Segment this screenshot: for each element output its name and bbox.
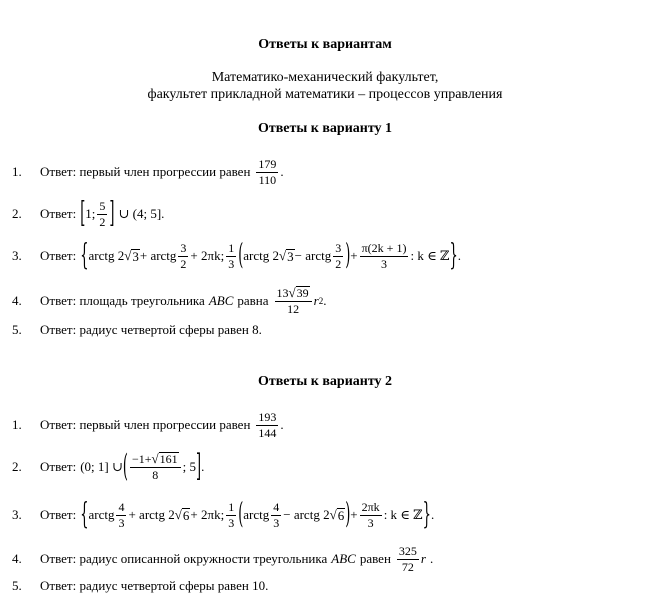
- interval-expression: (0; 1] ∪ ( −1+ √ 161 8 ; 5 ] .: [80, 449, 205, 485]
- page-title: Ответы к вариантам: [258, 37, 392, 52]
- answer-text: Ответ: радиус описанной окружности треугольника: [40, 551, 328, 566]
- answer-text: Ответ:: [40, 206, 77, 221]
- answer-number: 1.: [12, 164, 22, 179]
- fraction: $\frac{325}{72}$: [398, 543, 417, 574]
- v1-answer-4: 4. Ответ: площадь треугольника ABC равна 13 √ 39 12 r 2 .: [12, 285, 327, 316]
- faculty-line-1: Математико-механический факультет,: [211, 70, 439, 85]
- answer-number: 3.: [12, 507, 22, 522]
- answer-text: Ответ:: [40, 507, 77, 522]
- answer-text: Ответ: радиус четвертой сферы равен 8.: [40, 322, 262, 337]
- fraction: $\frac{193}{144}$: [258, 409, 277, 440]
- answer-number: 4.: [12, 551, 22, 566]
- interval-expression: [ 1; $\frac{5}{2}$ ] ∪ (4; 5].: [80, 197, 165, 231]
- answer-number: 4.: [12, 293, 22, 308]
- v1-answer-5: [12, 310, 642, 350]
- faculty-line-2: факультет прикладной математики – процессов управления: [147, 87, 503, 102]
- answer-number: 5.: [12, 578, 22, 593]
- answer-text: Ответ:: [40, 248, 77, 263]
- v2-answer-1: 1. Ответ: первый член прогрессии равен $\frac{193}{144}$ .: [12, 409, 284, 440]
- answer-text: Ответ:: [40, 459, 77, 474]
- answer-number: 1.: [12, 417, 22, 432]
- v2-answer-5: [12, 566, 642, 606]
- v1-answer-3: [12, 236, 642, 276]
- answer-text: Ответ: площадь треугольника: [40, 293, 205, 308]
- v2-answer-3: [12, 495, 642, 535]
- answer-number: 2.: [12, 459, 22, 474]
- fraction: 13 √ 39 12: [275, 286, 312, 316]
- variant-1-title: Ответы к варианту 1: [257, 121, 393, 136]
- fraction: $\frac{179}{110}$: [258, 156, 277, 187]
- v1-answer-1: 1. Ответ: первый член прогрессии равен $\frac{179}{110}$ .: [12, 156, 284, 187]
- answer-text: Ответ: первый член прогрессии равен: [40, 164, 251, 179]
- answer-number: 3.: [12, 248, 22, 263]
- solution-set-expression: { arctg $\frac{4}{3}$ + arctg 2 √ 6 + 2πk; $\frac{1}{3}$ ( arctg $\frac{4}{3}$ − arctg 2 √ 6 ) + $\frac{2\pi k}{3}$ : k ∈ ℤ } .: [80, 497, 435, 533]
- answer-number: 2.: [12, 206, 22, 221]
- v1-answer-2: [12, 194, 642, 234]
- v2-answer-4: 4. Ответ: радиус описанной окружности треугольника ABC равен $\frac{325}{72}$ r .: [12, 543, 434, 574]
- v2-answer-2: [12, 447, 642, 487]
- answer-text: Ответ: радиус четвертой сферы равен 10.: [40, 578, 269, 593]
- answer-number: 5.: [12, 322, 22, 337]
- answer-text: Ответ: первый член прогрессии равен: [40, 417, 251, 432]
- variant-2-title: Ответы к варианту 2: [257, 374, 393, 389]
- solution-set-expression: { arctg 2 √ 3 + arctg $\frac{3}{2}$ + 2πk; $\frac{1}{3}$ ( arctg 2 √ 3 − arctg $\frac{3}{2}$ ) + $\frac{\pi(2k + 1)}{3}$ : k ∈ ℤ } .: [80, 238, 461, 274]
